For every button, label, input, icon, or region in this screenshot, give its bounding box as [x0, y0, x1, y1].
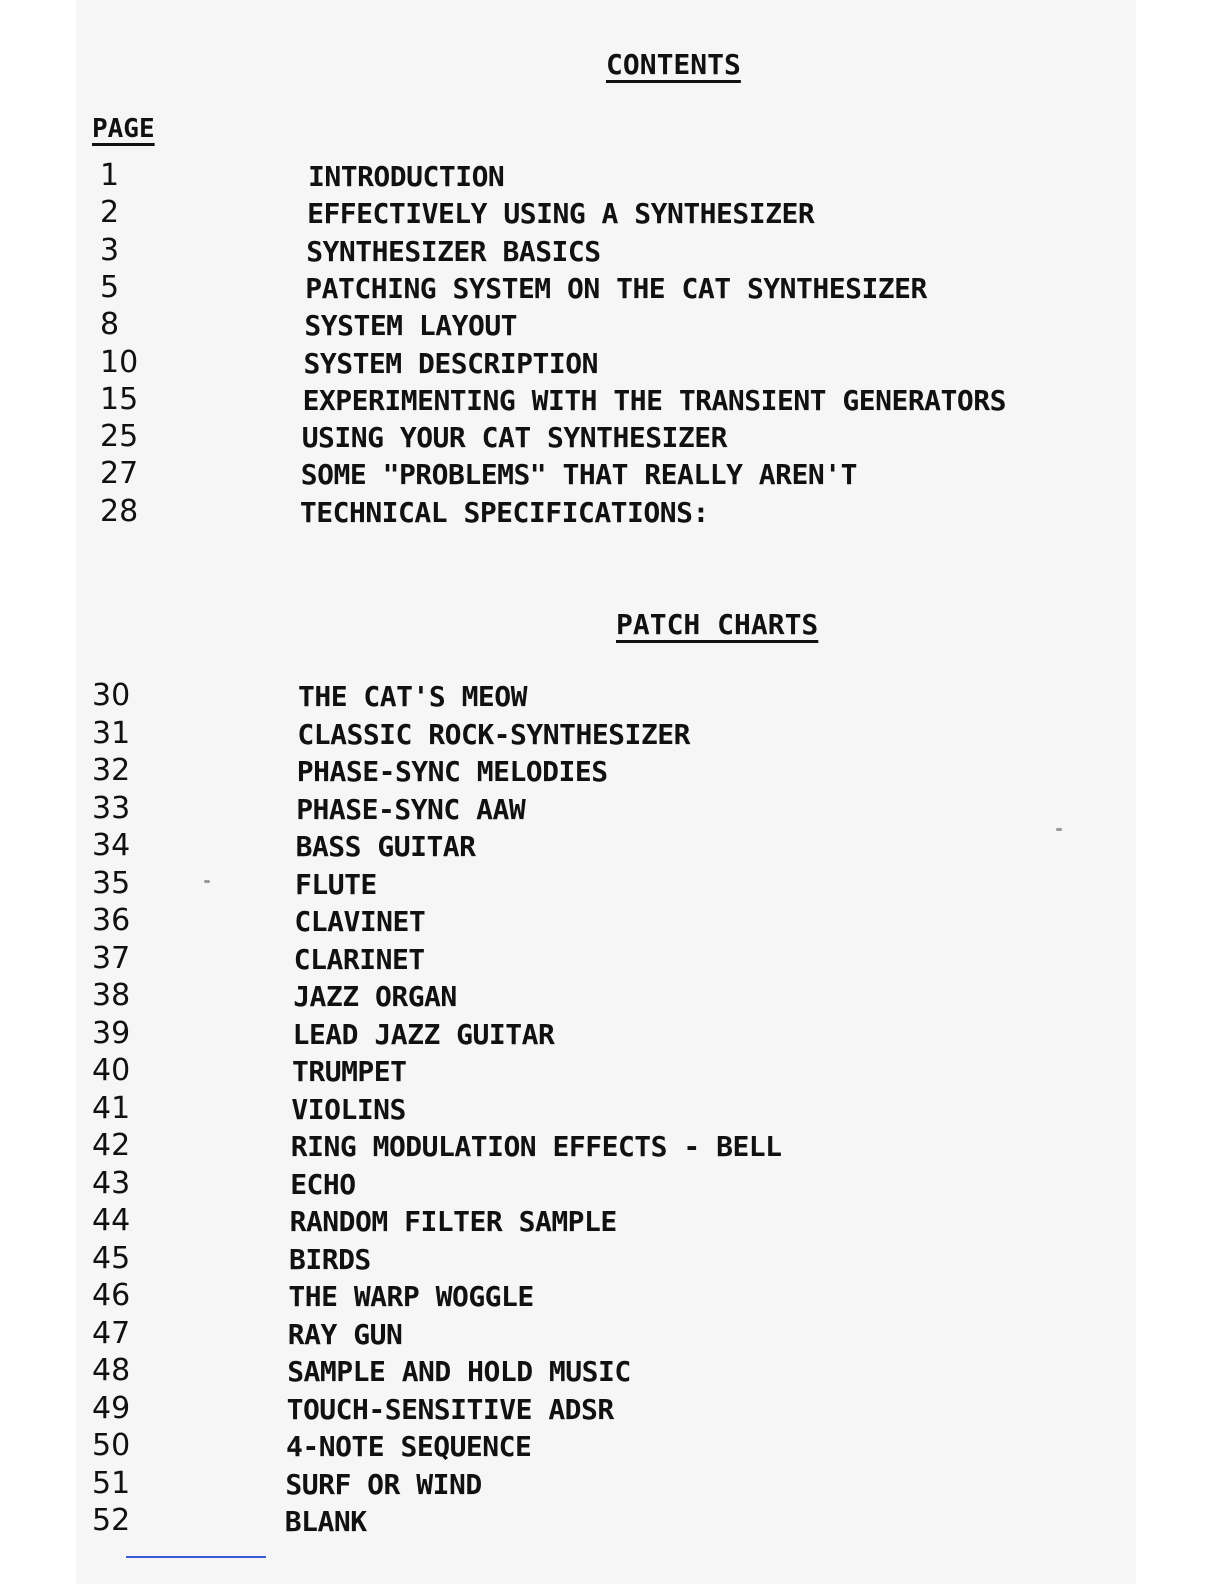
entry-title: CLASSIC ROCK-SYNTHESIZER	[297, 717, 690, 751]
entry-page-number: 49	[92, 1390, 131, 1426]
entry-page-number: 40	[92, 1053, 131, 1088]
entry-title: USING YOUR CAT SYNTHESIZER	[301, 421, 727, 455]
entry-page-number: 36	[92, 903, 131, 938]
entry-page-number: 39	[92, 1015, 131, 1051]
contents-heading: CONTENTS	[606, 48, 741, 81]
entry-page-number: 43	[92, 1165, 131, 1201]
entry-page-number: 31	[92, 715, 131, 751]
entry-title: 4-NOTE SEQUENCE	[286, 1430, 532, 1463]
entry-page-number: 42	[92, 1128, 131, 1163]
entry-page-number: 41	[92, 1090, 131, 1126]
entry-page-number: 34	[92, 828, 131, 863]
entry-title: BLANK	[284, 1505, 367, 1538]
footnote-rule	[126, 1556, 266, 1558]
entry-title: ECHO	[290, 1167, 356, 1201]
entry-title: VIOLINS	[291, 1092, 406, 1126]
entry-page-number: 8	[100, 307, 120, 343]
entry-title: TOUCH-SENSITIVE ADSR	[286, 1392, 614, 1426]
entry-page-number: 10	[100, 344, 139, 380]
entry-page-number: 45	[92, 1240, 131, 1276]
entry-title: SYSTEM DESCRIPTION	[303, 346, 598, 380]
entry-title: JAZZ ORGAN	[293, 980, 457, 1013]
entry-page-number: 32	[92, 753, 131, 788]
entry-title: SYNTHESIZER BASICS	[306, 234, 601, 268]
entry-title: INTRODUCTION	[308, 160, 505, 193]
entry-page-number: 5	[100, 269, 120, 305]
entry-title: SYSTEM LAYOUT	[304, 309, 518, 343]
entry-page-number: 51	[92, 1465, 131, 1501]
entry-page-number: 2	[100, 195, 120, 231]
entry-title: LEAD JAZZ GUITAR	[292, 1017, 555, 1051]
entry-page-number: 37	[92, 940, 131, 976]
entry-page-number: 46	[92, 1278, 131, 1313]
entry-title: TECHNICAL SPECIFICATIONS:	[299, 495, 709, 529]
entry-page-number: 27	[100, 456, 139, 492]
entry-page-number: 33	[92, 790, 131, 826]
entry-title: SOME "PROBLEMS" THAT REALLY AREN'T	[300, 458, 857, 492]
patch-charts-heading: PATCH CHARTS	[616, 608, 819, 641]
page-column-label: PAGE	[92, 114, 155, 144]
paper-speck	[204, 880, 210, 883]
entry-page-number: 52	[92, 1503, 131, 1538]
entry-title: CLAVINET	[294, 905, 426, 938]
entry-page-number: 25	[100, 419, 139, 455]
entry-page-number: 48	[92, 1353, 131, 1388]
entry-title: FLUTE	[295, 867, 377, 901]
entry-title: SAMPLE AND HOLD MUSIC	[287, 1355, 631, 1388]
entry-page-number: 50	[92, 1428, 131, 1463]
entry-title: BASS GUITAR	[295, 830, 476, 863]
entry-title: RING MODULATION EFFECTS - BELL	[290, 1130, 782, 1163]
entry-page-number: 1	[100, 158, 120, 193]
entry-page-number: 3	[100, 232, 120, 268]
entry-title: PHASE-SYNC AAW	[296, 792, 526, 826]
entry-title: RAY GUN	[287, 1317, 403, 1351]
entry-title: CLARINET	[293, 942, 425, 976]
entry-title: PHASE-SYNC MELODIES	[296, 755, 608, 788]
entry-page-number: 30	[92, 678, 131, 713]
entry-title: TRUMPET	[292, 1055, 407, 1088]
document-page	[76, 0, 1136, 1584]
entry-page-number: 35	[92, 865, 131, 901]
entry-title: BIRDS	[289, 1242, 371, 1276]
entry-page-number: 15	[100, 381, 139, 417]
entry-page-number: 28	[100, 493, 139, 529]
entry-title: EXPERIMENTING WITH THE TRANSIENT GENERATORS	[302, 383, 1006, 417]
entry-title: EFFECTIVELY USING A SYNTHESIZER	[307, 197, 815, 231]
entry-title: PATCHING SYSTEM ON THE CAT SYNTHESIZER	[305, 271, 927, 305]
entry-title: SURF OR WIND	[285, 1467, 482, 1501]
entry-title: THE CAT'S MEOW	[298, 680, 528, 713]
paper-speck	[1056, 828, 1062, 831]
entry-page-number: 38	[92, 978, 131, 1013]
entry-title: THE WARP WOGGLE	[288, 1280, 534, 1313]
entry-page-number: 47	[92, 1315, 131, 1351]
entry-title: RANDOM FILTER SAMPLE	[289, 1205, 617, 1238]
entry-page-number: 44	[92, 1203, 131, 1238]
